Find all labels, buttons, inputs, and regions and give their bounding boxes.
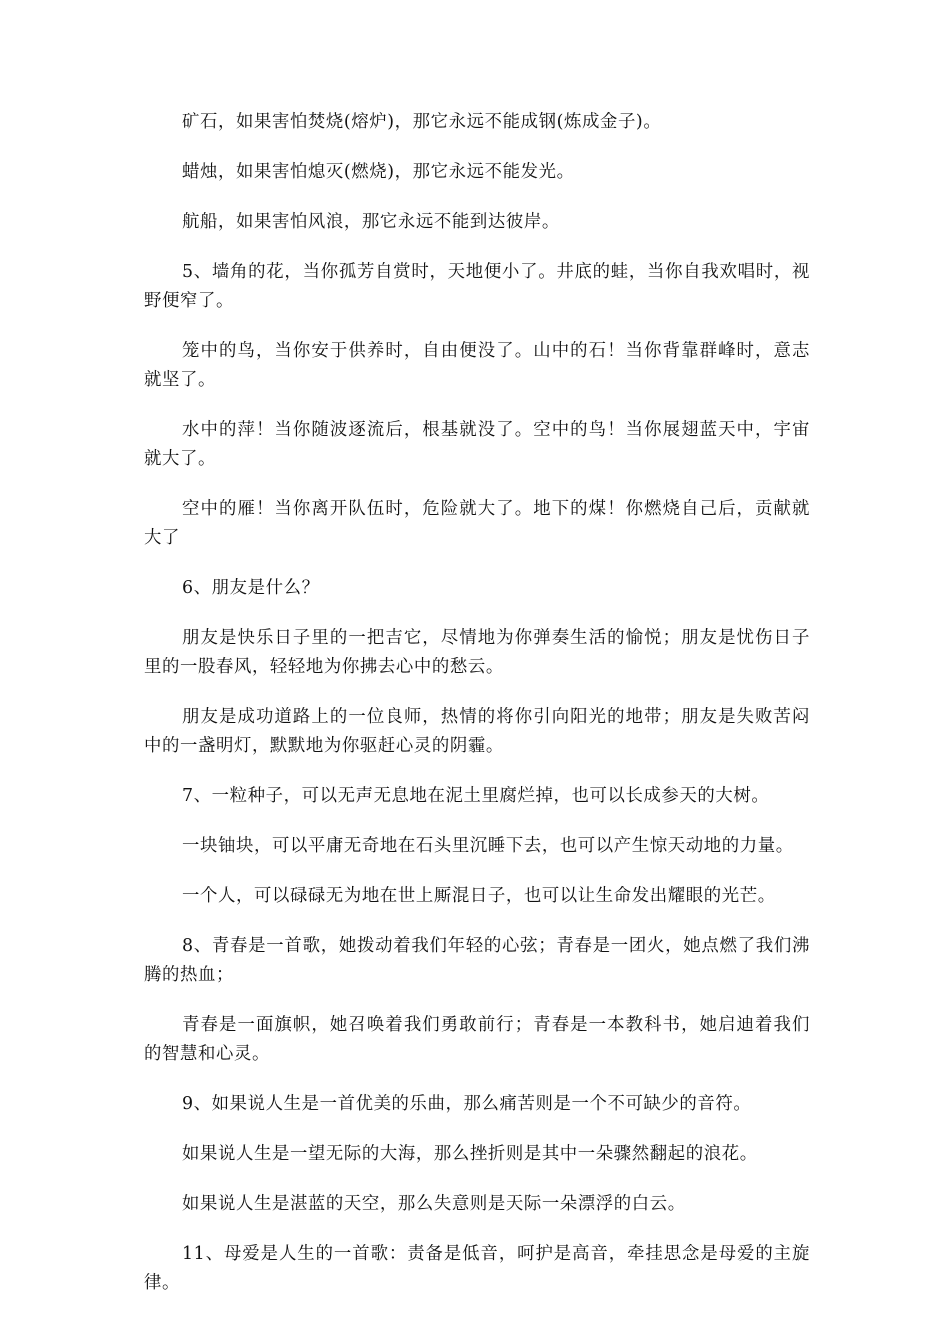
paragraph: 9、如果说人生是一首优美的乐曲，那么痛苦则是一个不可缺少的音符。 [182,1094,752,1114]
paragraph: 11、母爱是人生的一首歌：责备是低音，呵护是高音，牵挂思念是母爱的主旋律。 [144,1244,810,1293]
paragraph: 朋友是快乐日子里的一把吉它，尽情地为你弹奏生活的愉悦；朋友是忧伤日子里的一股春风，轻轻地为你拂去心中的愁云。 [144,628,810,677]
paragraph: 空中的雁！当你离开队伍时，危险就大了。地下的煤！你燃烧自己后，贡献就大了 [144,499,810,548]
paragraph: 笼中的鸟，当你安于供养时，自由便没了。山中的石！当你背靠群峰时，意志就坚了。 [144,341,810,390]
paragraph: 一个人，可以碌碌无为地在世上厮混日子，也可以让生命发出耀眼的光芒。 [182,886,776,906]
paragraph: 青春是一面旗帜，她召唤着我们勇敢前行；青春是一本教科书，她启迪着我们的智慧和心灵。 [144,1015,810,1064]
paragraph: 矿石，如果害怕焚烧(熔炉)，那它永远不能成钢(炼成金子)。 [182,112,662,132]
paragraph: 8、青春是一首歌，她拨动着我们年轻的心弦；青春是一团火，她点燃了我们沸腾的热血； [144,936,810,985]
paragraph: 蜡烛，如果害怕熄灭(燃烧)，那它永远不能发光。 [182,162,575,182]
paragraph: 朋友是成功道路上的一位良师，热情的将你引向阳光的地带；朋友是失败苦闷中的一盏明灯，默默地为你驱赶心灵的阴霾。 [144,707,810,756]
paragraph: 7、一粒种子，可以无声无息地在泥土里腐烂掉，也可以长成参天的大树。 [182,786,770,806]
paragraph: 航船，如果害怕风浪，那它永远不能到达彼岸。 [182,212,560,232]
paragraph: 5、墙角的花，当你孤芳自赏时，天地便小了。井底的蛙，当你自我欢唱时，视野便窄了。 [144,262,810,311]
paragraph: 水中的萍！当你随波逐流后，根基就没了。空中的鸟！当你展翅蓝天中，宇宙就大了。 [144,420,810,469]
paragraph: 如果说人生是湛蓝的天空，那么失意则是天际一朵漂浮的白云。 [182,1194,686,1214]
paragraph: 如果说人生是一望无际的大海，那么挫折则是其中一朵骤然翻起的浪花。 [182,1144,758,1164]
paragraph: 一块铀块，可以平庸无奇地在石头里沉睡下去，也可以产生惊天动地的力量。 [182,836,794,856]
section-heading: 6、朋友是什么？ [182,578,320,598]
document-body [144,108,810,1319]
